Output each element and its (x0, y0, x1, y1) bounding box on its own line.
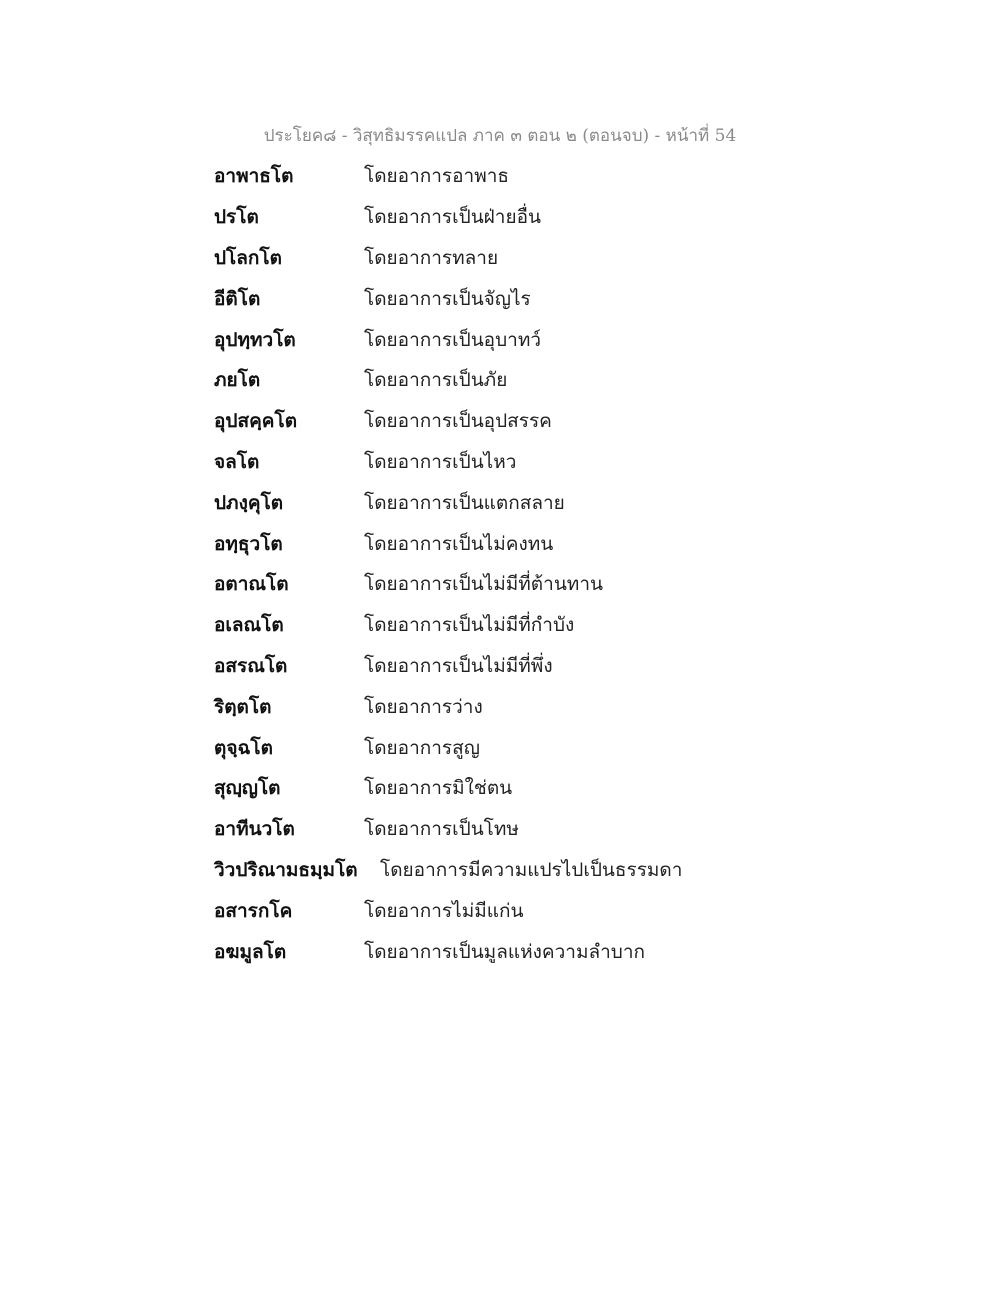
pali-term: อุปทฺทวโต (214, 328, 296, 351)
pali-term: ปภงฺคุโต (214, 491, 284, 514)
list-item (214, 401, 774, 442)
thai-gloss: โดยอาการมีความแปรไปเป็นธรรมดา (380, 858, 683, 881)
thai-gloss: โดยอาการเป็นไม่คงทน (364, 532, 554, 555)
thai-gloss: โดยอาการเป็นอุบาทว์ (364, 328, 542, 351)
pali-term: อาพาธโต (214, 165, 294, 188)
thai-gloss: โดยอาการเป็นภัย (364, 369, 508, 392)
pali-term: จลโต (214, 450, 260, 473)
thai-gloss: โดยอาการเป็นไม่มีที่พึ่ง (364, 654, 553, 677)
list-item (214, 156, 774, 197)
thai-gloss: โดยอาการว่าง (364, 695, 483, 718)
list-item (214, 768, 774, 809)
thai-gloss: โดยอาการเป็นไม่มีที่กำบัง (364, 614, 575, 637)
pali-term: อสรณโต (214, 654, 288, 677)
pali-term: อทฺธุวโต (214, 532, 283, 555)
thai-gloss: โดยอาการเป็นฝ่ายอื่น (364, 206, 542, 229)
thai-gloss: โดยอาการเป็นจัญไร (364, 287, 531, 310)
thai-gloss: โดยอาการไม่มีแก่น (364, 899, 524, 922)
list-item (214, 564, 774, 605)
pali-term: อเลณโต (214, 614, 284, 637)
list-item (214, 890, 774, 931)
pali-term: อสารกโค (214, 899, 293, 922)
thai-gloss: โดยอาการเป็นแตกสลาย (364, 491, 565, 514)
pali-term: อตาณโต (214, 573, 289, 596)
thai-gloss: โดยอาการทลาย (364, 246, 499, 269)
pali-term: อฆมูลโต (214, 940, 287, 963)
running-header: ประโยค๘ - วิสุทธิมรรคแปล ภาค ๓ ตอน ๒ (ตอนจบ) - หน้าที่ 54 (263, 126, 737, 146)
list-item (214, 605, 774, 646)
pali-term: ปโลกโต (214, 246, 282, 269)
thai-gloss: โดยอาการสูญ (364, 736, 480, 759)
list-item (214, 523, 774, 564)
list-item (214, 686, 774, 727)
thai-gloss: โดยอาการเป็นไหว (364, 450, 517, 473)
thai-gloss: โดยอาการเป็นไม่มีที่ต้านทาน (364, 573, 603, 596)
thai-gloss: โดยอาการเป็นโทษ (364, 818, 519, 841)
list-item (214, 197, 774, 238)
list-item (214, 360, 774, 401)
pali-term: สุญฺญโต (214, 777, 281, 800)
pali-term: วิวปริณามธมฺมโต (214, 858, 358, 881)
thai-gloss: โดยอาการมิใช่ตน (364, 777, 513, 800)
thai-gloss: โดยอาการเป็นมูลแห่งความลำบาก (364, 940, 646, 963)
list-item (214, 442, 774, 483)
list-item (214, 931, 774, 972)
list-item (214, 850, 774, 891)
thai-gloss: โดยอาการอาพาธ (364, 165, 510, 188)
term-gloss-list (214, 156, 774, 972)
pali-term: ริตฺตโต (214, 695, 272, 718)
pali-term: อุปสคฺคโต (214, 410, 298, 433)
list-item (214, 727, 774, 768)
pali-term: ตุจฺฉโต (214, 736, 273, 759)
list-item (214, 646, 774, 687)
pali-term: ปรโต (214, 206, 259, 229)
list-item (214, 319, 774, 360)
list-item (214, 809, 774, 850)
pali-term: ภยโต (214, 369, 261, 392)
thai-gloss: โดยอาการเป็นอุปสรรค (364, 410, 552, 433)
pali-term: อีติโต (214, 287, 261, 310)
pali-term: อาทีนวโต (214, 818, 295, 841)
list-item (214, 238, 774, 279)
list-item (214, 482, 774, 523)
list-item (214, 278, 774, 319)
